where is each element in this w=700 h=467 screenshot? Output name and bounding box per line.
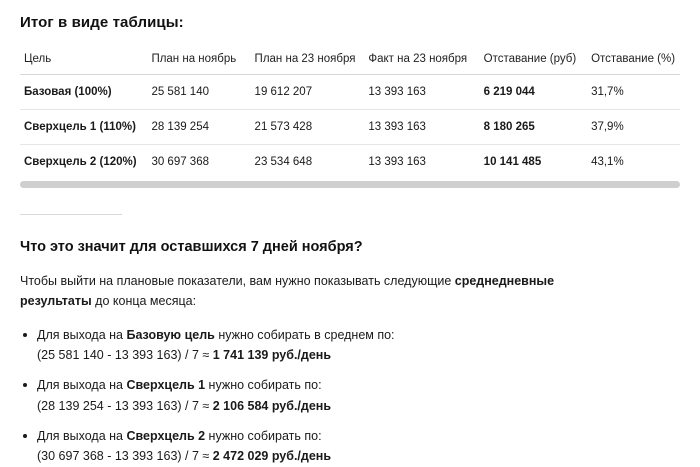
table-row (20, 110, 680, 145)
cell-plan-month: 28 139 254 (147, 110, 250, 145)
cell-plan-date: 21 573 428 (251, 110, 365, 145)
cell-gap-pct: 43,1% (591, 156, 624, 168)
bullet-goal-name: Сверхцель 1 (126, 378, 206, 393)
formula-expression: (25 581 140 - 13 393 163) / 7 ≈ (37, 347, 213, 362)
formula-result: 1 741 139 руб./день (212, 347, 332, 362)
column-header-plan-date: План на 23 ноября (251, 45, 365, 75)
cell-plan-month: 25 581 140 (147, 75, 250, 110)
cell-fact-date: 13 393 163 (368, 156, 426, 168)
intro-text-bold: среднедневные результаты (20, 274, 555, 309)
bullet-prefix: Для выхода на (37, 378, 127, 393)
intro-text-part1: Чтобы выйти на плановые показатели, вам нужно показывать следующие (20, 274, 455, 288)
column-header-plan-month: План на ноябрь (147, 45, 250, 75)
cell-gap-rub: 6 219 044 (480, 75, 587, 110)
column-header-fact-date: Факт на 23 ноября (364, 45, 479, 75)
bullet-formula (37, 447, 680, 466)
bullet-suffix: нужно собирать в среднем по: (214, 327, 395, 342)
daily-targets-list (20, 326, 680, 467)
cell-goal: Базовая (100%) (20, 75, 147, 110)
intro-paragraph (20, 271, 620, 312)
bullet-description (37, 427, 680, 446)
cell-gap-pct: 37,9% (587, 110, 680, 145)
formula-expression: (28 139 254 - 13 393 163) / 7 ≈ (37, 398, 213, 413)
cell-fact-date: 13 393 163 (364, 75, 479, 110)
cell-goal: Сверхцель 2 (120%) (24, 156, 137, 168)
column-header-gap-rub: Отставание (руб) (480, 45, 587, 75)
bullet-formula (37, 346, 680, 365)
bullet-description (37, 326, 680, 345)
cell-gap-pct: 31,7% (587, 75, 680, 110)
table-header-row (20, 45, 680, 75)
formula-expression: (30 697 368 - 13 393 163) / 7 ≈ (37, 449, 213, 464)
bullet-formula (37, 397, 680, 416)
table-row (20, 75, 680, 110)
page-title: Итог в виде таблицы: (20, 14, 184, 31)
formula-result: 2 472 029 руб./день (212, 449, 332, 464)
table-horizontal-scrollbar[interactable] (20, 181, 680, 188)
section-divider (20, 214, 122, 215)
bullet-prefix: Для выхода на (37, 327, 127, 342)
bullet-prefix: Для выхода на (37, 429, 127, 443)
cell-gap-rub: 8 180 265 (480, 110, 587, 145)
column-header-gap-pct: Отставание (%) (587, 45, 680, 75)
cell-goal: Сверхцель 1 (110%) (20, 110, 147, 145)
list-item (20, 326, 680, 366)
intro-text-part2: до конца месяца: (91, 294, 197, 309)
results-table (20, 45, 680, 179)
bullet-description (37, 376, 680, 395)
bullet-goal-name: Базовую цель (126, 327, 215, 342)
subsection-title: Что это значит для оставшихся 7 дней ноября? (20, 239, 363, 255)
bullet-suffix: нужно собирать по: (205, 378, 322, 393)
table-row (20, 145, 680, 180)
document-page (0, 14, 700, 464)
list-item (20, 427, 680, 467)
bullet-goal-name: Сверхцель 2 (126, 429, 206, 443)
formula-result: 2 106 584 руб./день (212, 398, 332, 413)
cell-plan-month: 30 697 368 (151, 156, 209, 168)
column-header-goal: Цель (20, 45, 147, 75)
list-item (20, 376, 680, 416)
cell-plan-date: 19 612 207 (251, 75, 365, 110)
cell-fact-date: 13 393 163 (364, 110, 479, 145)
cell-gap-rub: 10 141 485 (483, 156, 542, 168)
cell-plan-date: 23 534 648 (254, 156, 313, 168)
bullet-suffix: нужно собирать по: (205, 429, 322, 443)
